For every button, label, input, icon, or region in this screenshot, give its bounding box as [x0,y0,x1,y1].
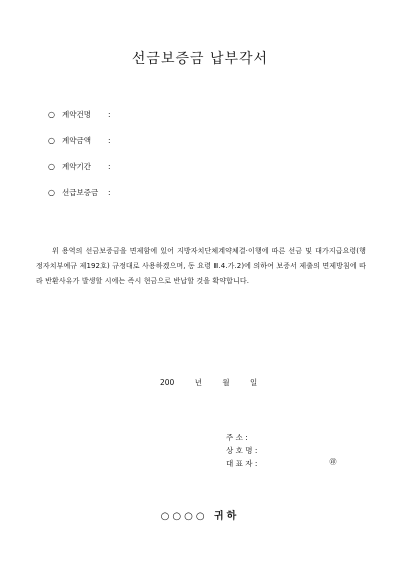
field-colon: : [108,161,111,171]
pledge-paragraph: 위 용역의 선금보증금을 면제함에 있어 지방자치단체계약체결·이행에 따른 선금 및 대가지급요령(행정자치부예규 제192호) 규정대로 사용하겠으며, 동 요령 Ⅲ.4.가.2)에 의하여 보증서 제출의 면제방침에 따라 반환사유가 발생할 시에는 즉시 현금으로 반납할 것을 확약합니다. [36,247,366,285]
contract-fields [48,108,118,212]
bullet-icon: ○ [48,161,55,171]
signer-block [226,432,276,471]
field-label: 계약금액 [62,135,91,145]
field-advance-deposit [48,186,118,198]
bullet-icon: ○ [48,109,55,119]
field-colon: : [108,109,111,119]
bullet-icon: ○ [48,187,55,197]
signer-company-label: 상 호 명 : [226,446,258,455]
signer-company [226,445,276,458]
field-label: 계약기간 [62,161,91,171]
bullet-icon: ○ [48,135,55,145]
signer-representative [226,458,276,471]
field-colon: : [108,135,111,145]
addressee: ○○○○ 귀하 [160,511,240,522]
signer-representative-label: 대 표 자 : [226,459,258,468]
field-label: 선급보증금 [62,187,99,197]
field-contract-amount [48,134,118,146]
field-colon: : [108,187,111,197]
document-title: 선금보증금 납부각서 [131,51,269,67]
field-label: 계약건명 [62,109,91,119]
date-line: 200 년 월 일 [160,378,258,387]
field-contract-period [48,160,118,172]
signer-address [226,432,276,445]
seal-icon: ㊞ [329,458,337,466]
field-contract-name [48,108,118,120]
signer-address-label: 주 소 : [226,433,248,442]
